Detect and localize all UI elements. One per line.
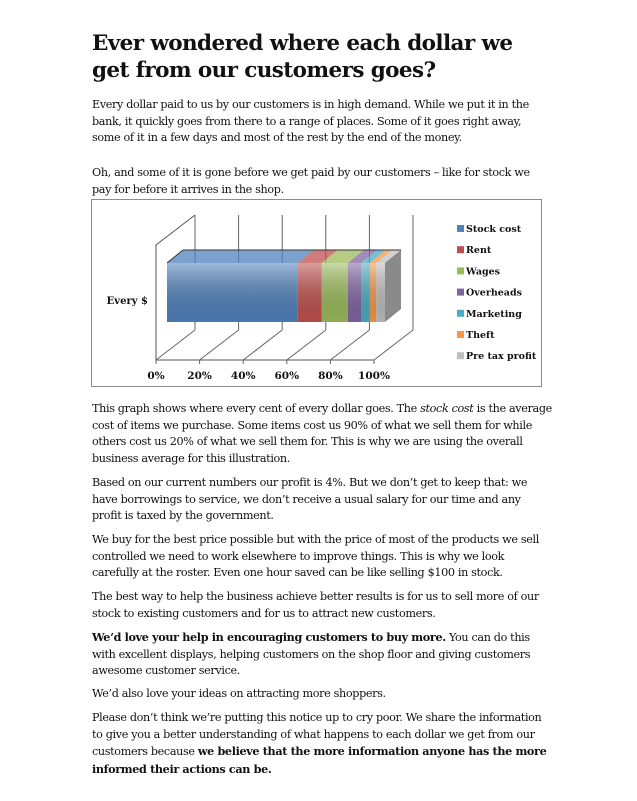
bar-segment-shade [370, 263, 377, 322]
x-tick-label: 60% [274, 370, 300, 382]
bar-segment-shade [376, 263, 385, 322]
p9-before: Please don’t think we’re putting this notice up to cry poor. We share the information to give you a better understanding of what happens to each dollar we get from our customers because [92, 711, 542, 758]
p7-bold: We’d love your help in encouraging customers to buy more. [92, 630, 446, 644]
paragraph-closing [92, 710, 552, 778]
p3-after: is the average cost of items we purchase. Some items cost us 90% of what we sell them for while others cost us 20% of what we sell them for. This is why we are using the overall business average for this illustration. [92, 402, 552, 465]
bar-segment-shade [361, 263, 370, 322]
paragraph-intro: Every dollar paid to us by our customers is in high demand. While we put it in the bank, it quickly goes from there to a range of places. Some of it goes right away, some of it in a few days and most of the rest by the end of the money. [92, 98, 529, 144]
gridline-floor [200, 330, 239, 360]
legend-label: Stock cost [466, 224, 522, 235]
x-tick-label: 100% [358, 370, 390, 382]
x-tick-label: 80% [318, 370, 343, 382]
bar-segment-top [167, 250, 314, 263]
stacked-bar-chart [92, 200, 540, 385]
bar-segment-shade [167, 263, 298, 322]
gridline-floor [156, 330, 195, 360]
gridline-floor [330, 330, 369, 360]
p3-italic-stock-cost: stock cost [420, 402, 474, 415]
paragraph-profit: Based on our current numbers our profit is 4%. But we don’t get to keep that: we have borrowings to service, we don’t receive a usual salary for our time and any profit is taxed by the government. [92, 476, 528, 522]
legend-label: Pre tax profit [466, 351, 537, 363]
gridline-floor [243, 330, 282, 360]
legend-swatch [457, 225, 464, 232]
x-tick-label: 0% [147, 370, 165, 382]
bar-segment-shade [298, 263, 322, 322]
legend-label: Rent [466, 245, 492, 257]
x-tick-label: 40% [230, 370, 256, 382]
paragraph-best-way: The best way to help the business achieve better results is for us to sell more of our stock to existing customers and for us to attract new customers. [92, 590, 539, 620]
p7-after: You can do this with excellent displays, helping customers on the shop floor and giving customers awesome customer service. [92, 631, 531, 677]
legend-label: Theft [466, 330, 495, 341]
legend-label: Wages [466, 266, 501, 278]
bar-segment-shade [322, 263, 348, 322]
page-title: Ever wondered where each dollar we get from our customers goes? [92, 31, 513, 83]
legend-label: Marketing [466, 308, 522, 320]
bar-segment-shade [348, 263, 361, 322]
x-tick-label: 20% [187, 370, 212, 382]
paragraph-graph-explanation [92, 401, 552, 467]
legend-label: Overheads [466, 287, 522, 299]
paragraph-roster: We buy for the best price possible but with the price of most of the products we sell controlled we need to work elsewhere to improve things. This is why we look carefully at the roster. Even one hour saved can be like selling $100 in stock. [92, 533, 539, 579]
paragraph-ideas: We’d also love your ideas on attracting more shoppers. [92, 687, 386, 700]
legend-swatch [457, 310, 464, 317]
paragraph-help [92, 629, 552, 680]
p9-bold: we believe that the more information anyone has the more informed their actions can be. [92, 744, 547, 776]
legend-swatch [457, 352, 464, 359]
chart-frame [91, 199, 542, 387]
legend-swatch [457, 267, 464, 274]
legend-swatch [457, 331, 464, 338]
p3-before: This graph shows where every cent of every dollar goes. The [92, 402, 421, 415]
legend-swatch [457, 289, 464, 296]
paragraph-stock-prepay: Oh, and some of it is gone before we get paid by our customers – like for stock we pay for before it arrives in the shop. [92, 166, 530, 196]
category-label: Every $ [106, 296, 148, 307]
legend-swatch [457, 246, 464, 253]
page [92, 30, 552, 84]
gridline-floor [374, 330, 413, 360]
gridline-floor [287, 330, 326, 360]
